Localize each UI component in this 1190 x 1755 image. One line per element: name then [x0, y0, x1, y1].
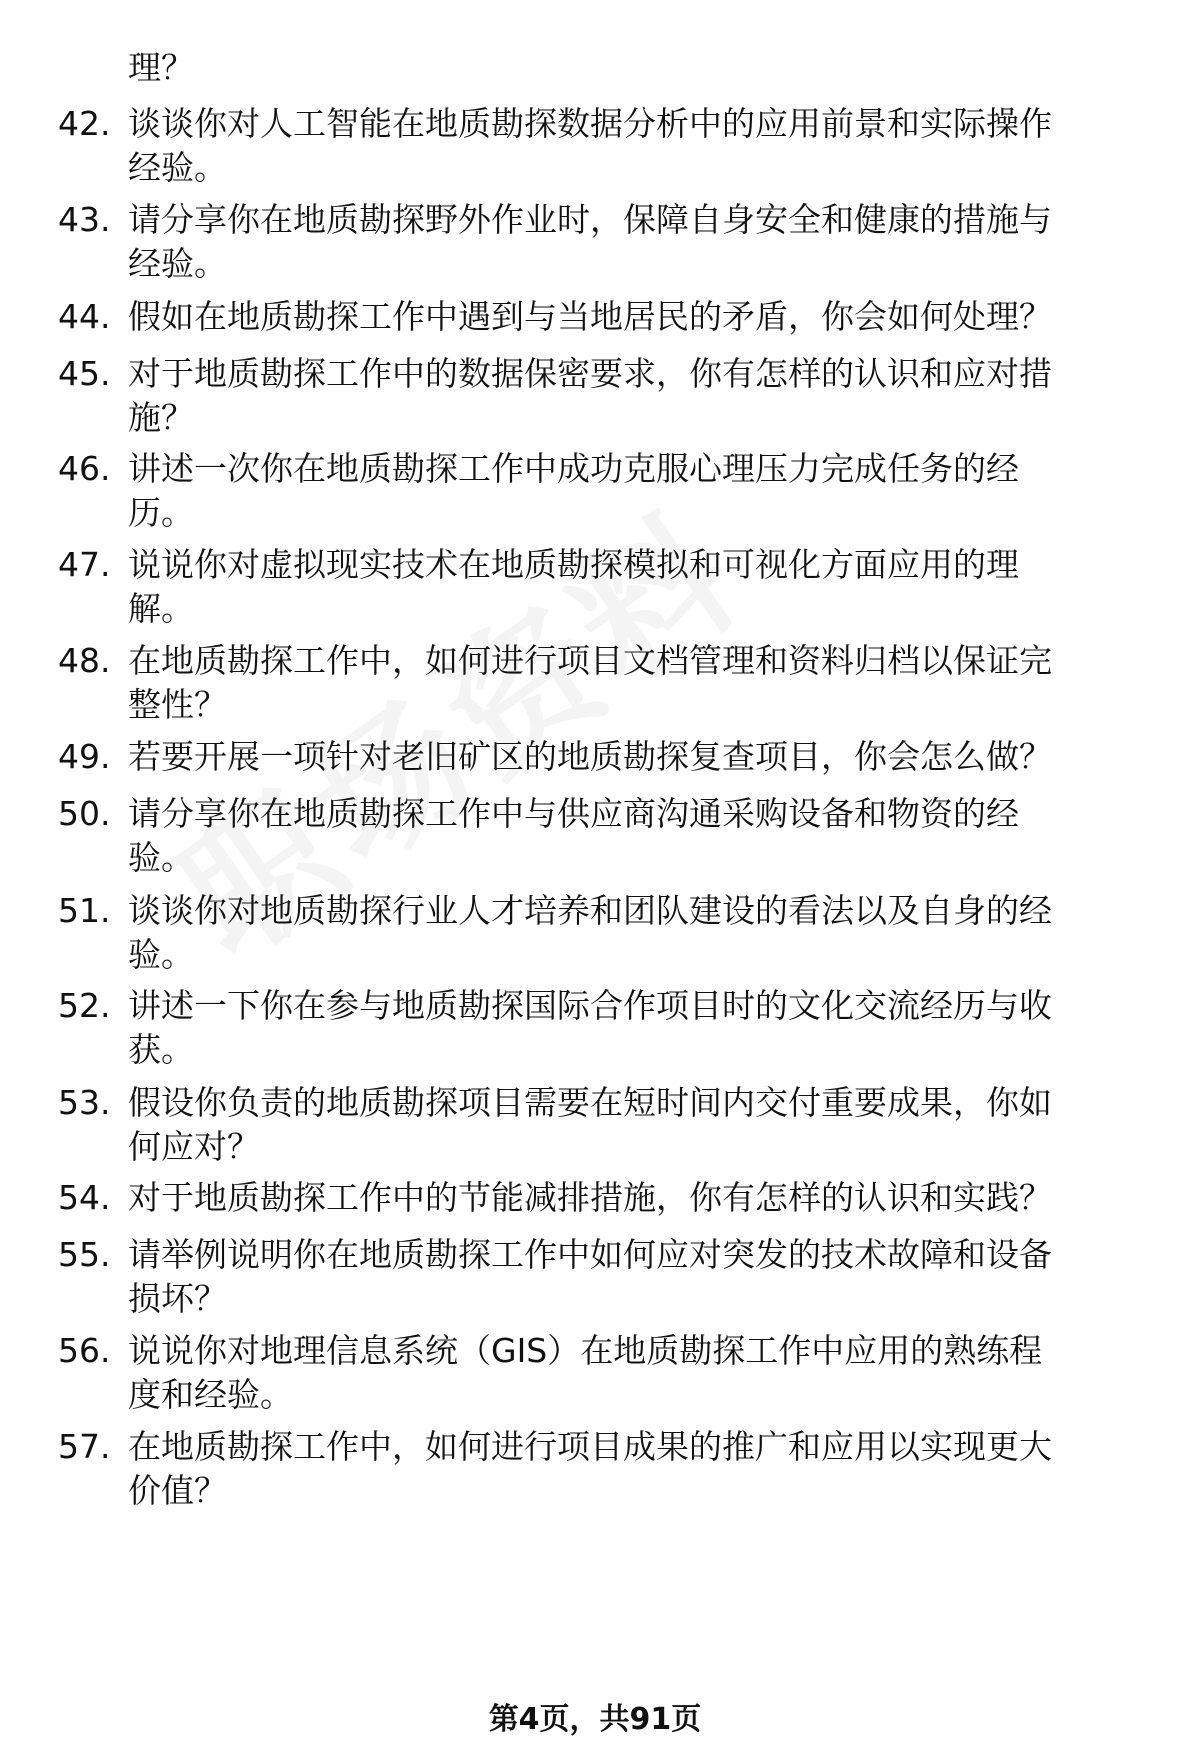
question-number: 55. [58, 1235, 111, 1274]
question-text: 讲述一下你在参与地质勘探国际合作项目时的文化交流经历与收 获。 [128, 986, 1052, 1069]
question-number: 54. [58, 1178, 111, 1217]
question-text: 在地质勘探工作中，如何进行项目文档管理和资料归档以保证完 整性？ [128, 641, 1052, 724]
question-text: 若要开展一项针对老旧矿区的地质勘探复查项目，你会怎么做？ [128, 737, 1052, 776]
question-text: 说说你对虚拟现实技术在地质勘探模拟和可视化方面应用的理 解。 [128, 545, 1019, 628]
question-text: 假如在地质勘探工作中遇到与当地居民的矛盾，你会如何处理？ [128, 297, 1052, 336]
question-number: 43. [58, 200, 111, 239]
page-number-footer: 第4页，共91页 [488, 1702, 702, 1737]
question-number: 52. [58, 986, 111, 1025]
question-text: 谈谈你对人工智能在地质勘探数据分析中的应用前景和实际操作 经验。 [128, 104, 1052, 187]
question-text: 假设你负责的地质勘探项目需要在短时间内交付重要成果，你如 何应对？ [128, 1083, 1052, 1166]
question-text: 对于地质勘探工作中的节能减排措施，你有怎样的认识和实践？ [128, 1178, 1052, 1217]
question-text: 讲述一次你在地质勘探工作中成功克服心理压力完成任务的经 历。 [128, 449, 1019, 532]
question-text: 在地质勘探工作中，如何进行项目成果的推广和应用以实现更大 价值？ [128, 1427, 1052, 1510]
question-number: 42. [58, 104, 111, 143]
question-text: 谈谈你对地质勘探行业人才培养和团队建设的看法以及自身的经 验。 [128, 891, 1052, 974]
question-number: 44. [58, 297, 111, 336]
question-text: 请举例说明你在地质勘探工作中如何应对突发的技术故障和设备 损坏？ [128, 1235, 1052, 1318]
question-number: 50. [58, 794, 111, 833]
question-text: 请分享你在地质勘探野外作业时，保障自身安全和健康的措施与 经验。 [128, 200, 1052, 283]
question-text: 请分享你在地质勘探工作中与供应商沟通采购设备和物资的经 验。 [128, 794, 1019, 877]
question-text: 说说你对地理信息系统（GIS）在地质勘探工作中应用的熟练程 度和经验。 [128, 1331, 1043, 1414]
question-text: 理？ [128, 48, 194, 87]
question-text: 对于地质勘探工作中的数据保密要求，你有怎样的认识和应对措 施？ [128, 354, 1052, 437]
question-number: 45. [58, 354, 111, 393]
question-number: 47. [58, 545, 111, 584]
question-number: 53. [58, 1083, 111, 1122]
question-number: 51. [58, 891, 111, 930]
question-number: 57. [58, 1427, 111, 1466]
question-number: 48. [58, 641, 111, 680]
question-number: 46. [58, 449, 111, 488]
question-number: 56. [58, 1331, 111, 1370]
question-number: 49. [58, 737, 111, 776]
